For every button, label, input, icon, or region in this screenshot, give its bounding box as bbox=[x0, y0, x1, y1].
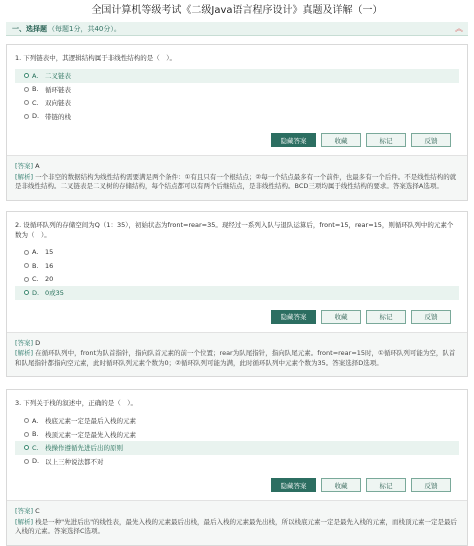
option-c[interactable] bbox=[15, 441, 459, 455]
radio-button[interactable] bbox=[24, 459, 29, 464]
explanation-text: 栈是一种"先进后出"的线性表，最先入栈的元素最后出栈，最后入栈的元素最先出栈，所以栈底元素一定是最先入栈的元素，而栈顶元素一定是最后入栈的元素。答案选择C选项。 bbox=[15, 517, 458, 535]
option-list bbox=[15, 246, 459, 300]
radio-button[interactable] bbox=[24, 263, 29, 268]
section-header[interactable] bbox=[6, 22, 468, 36]
answer-line bbox=[15, 162, 459, 172]
radio-button[interactable] bbox=[24, 114, 29, 119]
question-stem: 3. 下列关于栈的叙述中，正确的是（ ）。 bbox=[15, 399, 138, 407]
explanation-label: [解析] bbox=[15, 517, 34, 526]
action-buttons bbox=[15, 305, 459, 332]
feedback-button[interactable]: 反馈 bbox=[411, 478, 451, 492]
hide-answer-button[interactable]: 隐藏答案 bbox=[271, 478, 316, 492]
question-body bbox=[7, 212, 467, 332]
feedback-button[interactable]: 反馈 bbox=[411, 133, 451, 147]
page-title: 全国计算机等级考试《二级Java语言程序设计》真题及详解（一） bbox=[91, 5, 383, 16]
section-title: 一、选择题 bbox=[12, 24, 47, 33]
option-letter: B. bbox=[32, 430, 39, 439]
option-letter: C. bbox=[32, 98, 39, 107]
option-letter: D. bbox=[32, 288, 40, 297]
action-buttons bbox=[15, 128, 459, 155]
option-a[interactable] bbox=[15, 414, 459, 428]
answer-label: [答案] bbox=[15, 338, 34, 347]
option-text: 栈顶元素一定是最先入栈的元素 bbox=[45, 430, 136, 439]
radio-button[interactable] bbox=[24, 277, 29, 282]
feedback-button[interactable]: 反馈 bbox=[411, 310, 451, 324]
explanation-line bbox=[15, 173, 459, 192]
answer-value: C bbox=[35, 507, 40, 515]
answer-panel bbox=[7, 155, 467, 200]
question-stem: 2. 设循环队列的存储空间为Q（1：35），初始状态为front=rear=35。现经过一系列入队与退队运算后，front=15，rear=15，则循环队列中的元素个数为（ ）。 bbox=[15, 220, 454, 239]
option-text: 15 bbox=[45, 248, 54, 257]
option-text: 16 bbox=[45, 261, 54, 270]
double-chevron-up-icon[interactable]: ︽ bbox=[455, 24, 462, 33]
answer-line bbox=[15, 507, 459, 517]
option-letter: B. bbox=[32, 85, 39, 94]
radio-button[interactable] bbox=[24, 432, 29, 437]
option-b[interactable] bbox=[15, 83, 459, 97]
option-letter: B. bbox=[32, 261, 39, 270]
answer-label: [答案] bbox=[15, 507, 34, 515]
option-text: 栈底元素一定是最后入栈的元素 bbox=[45, 417, 136, 426]
answer-label: [答案] bbox=[15, 162, 34, 170]
option-text: 栈操作遵循先进后出的原则 bbox=[45, 444, 123, 453]
option-c[interactable] bbox=[15, 96, 459, 110]
explanation-line bbox=[15, 518, 459, 537]
radio-button[interactable] bbox=[24, 445, 29, 450]
question-body bbox=[7, 45, 467, 155]
option-letter: A. bbox=[32, 71, 39, 80]
radio-button[interactable] bbox=[24, 418, 29, 423]
option-a[interactable] bbox=[15, 69, 459, 83]
answer-panel bbox=[7, 332, 467, 377]
option-list bbox=[15, 414, 459, 468]
answer-line bbox=[15, 339, 459, 349]
option-text: 以上三种说法都不对 bbox=[45, 457, 104, 466]
option-c[interactable] bbox=[15, 273, 459, 287]
answer-panel bbox=[7, 500, 467, 545]
option-letter: D. bbox=[32, 112, 40, 121]
explanation-text: 一个非空的数据结构为线性结构需要满足两个条件：①有且只有一个根结点；②每一个结点最多有一个前件，也最多有一个后件。不是线性结构的就是非线性结构。二叉链表是二叉树的存储结构，每个结点都可以有两个后继结点，是非线性结构。BCD三项均属于线性结构的要求。答案选择A选项。 bbox=[15, 172, 457, 190]
option-list bbox=[15, 69, 459, 123]
question-stem: 1. 下列链表中，其逻辑结构属于非线性结构的是（ ）。 bbox=[15, 54, 177, 62]
option-text: 双向链表 bbox=[45, 99, 71, 108]
option-d[interactable] bbox=[15, 455, 459, 469]
question-card bbox=[6, 44, 468, 201]
question-card bbox=[6, 389, 468, 546]
option-letter: A. bbox=[32, 416, 39, 425]
radio-button[interactable] bbox=[24, 250, 29, 255]
option-b[interactable] bbox=[15, 259, 459, 273]
option-letter: D. bbox=[32, 457, 40, 466]
section-meta: （每题1分，共40分）。 bbox=[48, 24, 121, 33]
option-d[interactable] bbox=[15, 110, 459, 124]
radio-button[interactable] bbox=[24, 87, 29, 92]
option-b[interactable] bbox=[15, 428, 459, 442]
action-buttons bbox=[15, 473, 459, 500]
question-body bbox=[7, 390, 467, 500]
answer-value: A bbox=[35, 162, 40, 170]
explanation-line bbox=[15, 349, 459, 368]
favorite-button[interactable]: 收藏 bbox=[321, 133, 361, 147]
option-letter: C. bbox=[32, 443, 39, 452]
mark-button[interactable]: 标记 bbox=[366, 133, 406, 147]
option-text: 0或35 bbox=[45, 289, 64, 298]
mark-button[interactable]: 标记 bbox=[366, 310, 406, 324]
favorite-button[interactable]: 收藏 bbox=[321, 310, 361, 324]
favorite-button[interactable]: 收藏 bbox=[321, 478, 361, 492]
radio-button[interactable] bbox=[24, 290, 29, 295]
answer-value: D bbox=[35, 338, 41, 347]
option-letter: C. bbox=[32, 275, 39, 284]
option-text: 20 bbox=[45, 275, 54, 284]
explanation-text: 在循环队列中，front为队首指针，指向队首元素的前一个位置；rear为队尾指针，指向队尾元素。front=rear=15时，①循环队列可能为空，队首和队尾指针都指向空元素，此时循环队列元素个数为0；②循环队列可能为满，此时循环队列中元素个数为35。答案选择D选项。 bbox=[15, 349, 456, 367]
hide-answer-button[interactable]: 隐藏答案 bbox=[271, 133, 316, 147]
option-d[interactable] bbox=[15, 286, 459, 300]
explanation-label: [解析] bbox=[15, 349, 34, 357]
option-a[interactable] bbox=[15, 246, 459, 260]
mark-button[interactable]: 标记 bbox=[366, 478, 406, 492]
option-text: 循环链表 bbox=[45, 85, 71, 94]
radio-button[interactable] bbox=[24, 100, 29, 105]
option-text: 带链的栈 bbox=[45, 112, 71, 121]
radio-button[interactable] bbox=[24, 73, 29, 78]
explanation-label: [解析] bbox=[15, 172, 34, 181]
option-text: 二叉链表 bbox=[45, 72, 71, 81]
option-letter: A. bbox=[32, 248, 39, 257]
question-card bbox=[6, 211, 468, 378]
question-list bbox=[0, 44, 474, 546]
hide-answer-button[interactable]: 隐藏答案 bbox=[271, 310, 316, 324]
